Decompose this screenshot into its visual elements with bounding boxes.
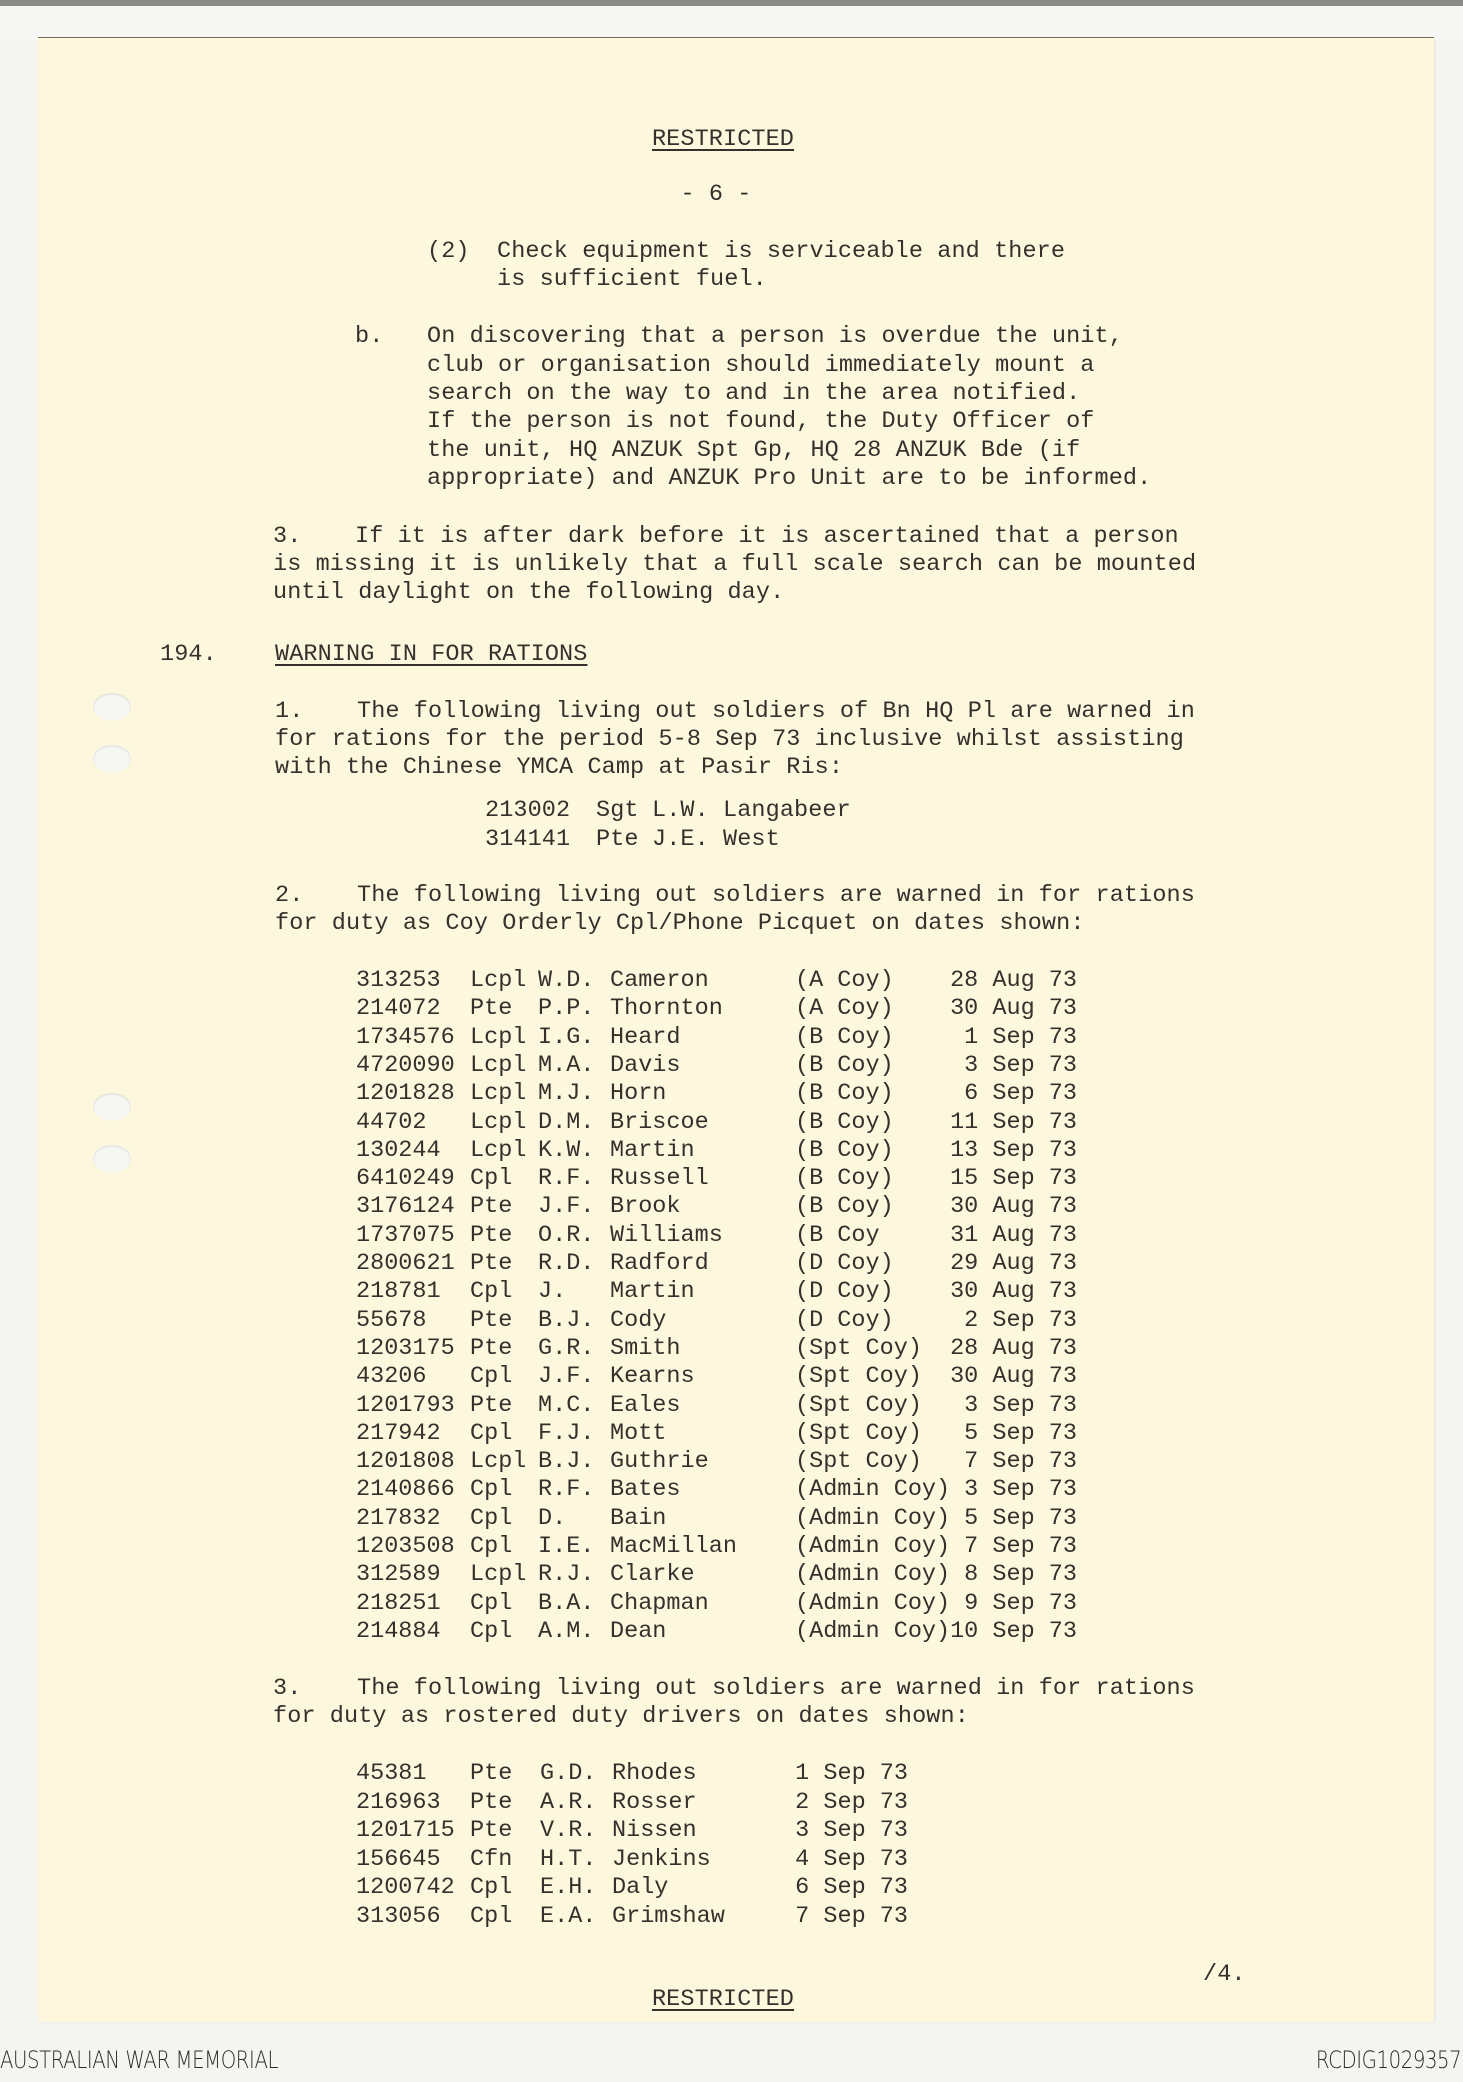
cell-number: 44702: [356, 1108, 427, 1136]
para-3-line: If it is after dark before it is ascertained that a person: [355, 523, 1179, 550]
cell-date: 28 Aug 73: [950, 967, 1077, 994]
para-3-line: until daylight on the following day.: [273, 579, 785, 606]
cell-coy: (B Coy): [795, 1108, 894, 1136]
cell-date: 3 Sep 73: [964, 1391, 1077, 1419]
classification-header: RESTRICTED: [651, 126, 795, 153]
para-b-line: On discovering that a person is overdue the unit,: [427, 323, 1123, 350]
soldier-number: 314141: [485, 826, 571, 853]
subpara-line: is sufficient fuel.: [497, 266, 767, 293]
cell-coy: (A Coy): [795, 995, 894, 1023]
cell-number: 1203508: [356, 1533, 455, 1560]
cell-date: 1 Sep 73: [964, 1023, 1077, 1051]
cell-initials: W.D.: [538, 967, 595, 994]
cell-date: 3 Sep 73: [795, 1817, 908, 1844]
cell-coy: (Spt Coy): [795, 1334, 922, 1362]
cell-surname: Nissen: [612, 1817, 697, 1844]
cell-date: 9 Sep 73: [964, 1589, 1077, 1617]
cell-rank: Lcpl: [470, 1448, 527, 1476]
soldier-rank: Sgt: [596, 797, 639, 824]
para-b-line: appropriate) and ANZUK Pro Unit are to be informed.: [427, 465, 1152, 492]
cell-surname: Martin: [610, 1136, 695, 1164]
cell-rank: Lcpl: [470, 1023, 527, 1051]
item-3-line: The following living out soldiers are warned in for rations: [357, 1675, 1195, 1702]
item-2-label: 2.: [275, 882, 304, 909]
cell-rank: Cpl: [470, 1533, 513, 1560]
cell-surname: Grimshaw: [612, 1902, 725, 1930]
cell-date: 7 Sep 73: [795, 1902, 908, 1930]
cell-rank: Pte: [470, 1788, 513, 1816]
cell-surname: Dean: [610, 1617, 667, 1645]
cell-number: 1200742: [356, 1874, 455, 1901]
section-title: WARNING IN FOR RATIONS: [275, 641, 588, 668]
cell-number: 2140866: [356, 1476, 455, 1504]
cell-rank: Pte: [470, 1221, 513, 1249]
table-row: [0, 1278, 1463, 1306]
table-row: [0, 1335, 1463, 1363]
cell-surname: Heard: [610, 1023, 681, 1051]
cell-rank: Lcpl: [470, 967, 527, 994]
cell-number: 43206: [356, 1363, 427, 1391]
cell-rank: Cpl: [470, 1476, 513, 1504]
subpara-line: Check equipment is serviceable and there: [497, 238, 1066, 265]
cell-number: 217832: [356, 1504, 441, 1532]
soldier-name: L.W. Langabeer: [652, 797, 851, 824]
cell-number: 218251: [356, 1589, 441, 1617]
cell-coy: (B Coy): [795, 1080, 894, 1108]
table-row: [0, 1505, 1463, 1533]
table-row: [0, 967, 1463, 995]
cell-number: 216963: [356, 1788, 441, 1816]
cell-rank: Lcpl: [470, 1136, 527, 1164]
cell-number: 214072: [356, 995, 441, 1023]
cell-surname: MacMillan: [610, 1533, 737, 1560]
cell-date: 1 Sep 73: [795, 1760, 908, 1787]
table-row: [0, 1533, 1463, 1561]
cell-coy: (B Coy): [795, 1136, 894, 1164]
cell-number: 1201793: [356, 1391, 455, 1419]
table-row: [0, 1363, 1463, 1391]
table-row: [0, 1222, 1463, 1250]
cell-date: 31 Aug 73: [950, 1221, 1077, 1249]
cell-initials: B.J.: [538, 1448, 595, 1476]
cell-coy: (Admin Coy): [795, 1476, 951, 1504]
cell-rank: Pte: [470, 1334, 513, 1362]
cell-surname: Daly: [612, 1874, 669, 1901]
cell-surname: Briscoe: [610, 1108, 709, 1136]
punch-hole: [93, 745, 131, 773]
table-row: [0, 1476, 1463, 1504]
table-row: [0, 1789, 1463, 1817]
cell-number: 130244: [356, 1136, 441, 1164]
cell-date: 11 Sep 73: [950, 1108, 1077, 1136]
item-2-line: for duty as Coy Orderly Cpl/Phone Picquet on dates shown:: [275, 910, 1085, 937]
table-row: [0, 1392, 1463, 1420]
cell-rank: Pte: [470, 1193, 513, 1221]
cell-surname: Russell: [610, 1165, 709, 1193]
cell-date: 30 Aug 73: [950, 1363, 1077, 1391]
table-row: [0, 1760, 1463, 1788]
cell-initials: K.W.: [538, 1136, 595, 1164]
para-3-label: 3.: [273, 523, 302, 550]
para-b-label: b.: [355, 323, 384, 350]
cell-rank: Pte: [470, 1250, 513, 1277]
cell-rank: Pte: [470, 1391, 513, 1419]
cell-date: 3 Sep 73: [964, 1051, 1077, 1079]
cell-initials: P.P.: [538, 995, 595, 1023]
cell-number: 313253: [356, 967, 441, 994]
item-2-line: The following living out soldiers are warned in for rations: [357, 882, 1195, 909]
table-row: [0, 1024, 1463, 1052]
cell-number: 1201715: [356, 1817, 455, 1844]
cell-date: 28 Aug 73: [950, 1334, 1077, 1362]
cell-surname: Guthrie: [610, 1448, 709, 1476]
scanner-bed: [0, 6, 1463, 40]
cell-number: 1734576: [356, 1023, 455, 1051]
cell-coy: (Spt Coy): [795, 1391, 922, 1419]
cell-surname: Cameron: [610, 967, 709, 994]
cell-number: 4720090: [356, 1051, 455, 1079]
cell-rank: Lcpl: [470, 1051, 527, 1079]
cell-surname: Williams: [610, 1221, 723, 1249]
item-1-line: with the Chinese YMCA Camp at Pasir Ris:: [275, 754, 844, 781]
cell-coy: (D Coy): [795, 1278, 894, 1306]
cell-surname: Eales: [610, 1391, 681, 1419]
cell-number: 1201828: [356, 1080, 455, 1108]
cell-number: 1201808: [356, 1448, 455, 1476]
para-b-line: the unit, HQ ANZUK Spt Gp, HQ 28 ANZUK Bde (if: [427, 437, 1081, 464]
cell-rank: Pte: [470, 995, 513, 1023]
cell-initials: M.A.: [538, 1051, 595, 1079]
cell-coy: (B Coy): [795, 1051, 894, 1079]
cell-coy: (B Coy): [795, 1165, 894, 1193]
cell-date: 10 Sep 73: [950, 1617, 1077, 1645]
cell-rank: Cpl: [470, 1363, 513, 1391]
cell-rank: Cpl: [470, 1874, 513, 1901]
cell-date: 7 Sep 73: [964, 1448, 1077, 1476]
table-row: [0, 1420, 1463, 1448]
cell-initials: M.C.: [538, 1391, 595, 1419]
cell-initials: O.R.: [538, 1221, 595, 1249]
item-3-line: for duty as rostered duty drivers on dates shown:: [273, 1703, 969, 1730]
table-row: [0, 1561, 1463, 1589]
cell-initials: B.A.: [538, 1589, 595, 1617]
cell-surname: Cody: [610, 1306, 667, 1334]
table-row: [0, 1080, 1463, 1108]
punch-hole: [93, 693, 131, 721]
cell-date: 30 Aug 73: [950, 1193, 1077, 1221]
cell-surname: Brook: [610, 1193, 681, 1221]
cell-date: 6 Sep 73: [964, 1080, 1077, 1108]
cell-rank: Cpl: [470, 1589, 513, 1617]
cell-number: 312589: [356, 1561, 441, 1589]
cell-initials: J.F.: [538, 1363, 595, 1391]
cell-rank: Pte: [470, 1760, 513, 1787]
cell-number: 218781: [356, 1278, 441, 1306]
cell-initials: R.F.: [538, 1165, 595, 1193]
cell-surname: Smith: [610, 1334, 681, 1362]
cell-coy: (B Coy: [795, 1221, 880, 1249]
cell-rank: Cpl: [470, 1165, 513, 1193]
cell-rank: Pte: [470, 1817, 513, 1844]
archive-id: RCDIG1029357: [1315, 2046, 1461, 2074]
cell-coy: (D Coy): [795, 1250, 894, 1277]
cell-coy: (A Coy): [795, 967, 894, 994]
cell-number: 313056: [356, 1902, 441, 1930]
cell-date: 13 Sep 73: [950, 1136, 1077, 1164]
cell-surname: Mott: [610, 1419, 667, 1447]
cell-coy: (B Coy): [795, 1023, 894, 1051]
cell-initials: D.M.: [538, 1108, 595, 1136]
cell-initials: R.J.: [538, 1561, 595, 1589]
para-b-line: club or organisation should immediately mount a: [427, 352, 1095, 379]
table-row: [0, 1448, 1463, 1476]
cell-initials: G.D.: [540, 1760, 597, 1787]
cell-number: 6410249: [356, 1165, 455, 1193]
cell-number: 1737075: [356, 1221, 455, 1249]
cell-coy: (Admin Coy): [795, 1504, 951, 1532]
table-row: [0, 1874, 1463, 1902]
cell-coy: (Spt Coy): [795, 1363, 922, 1391]
cell-surname: Horn: [610, 1080, 667, 1108]
cell-initials: H.T.: [540, 1845, 597, 1873]
continuation-marker: /4.: [1203, 1961, 1246, 1988]
table-row: [0, 1165, 1463, 1193]
soldier-number: 213002: [485, 797, 571, 824]
table-row: [0, 1052, 1463, 1080]
table-row: [0, 1109, 1463, 1137]
subpara-label: (2): [427, 238, 470, 265]
cell-initials: G.R.: [538, 1334, 595, 1362]
cell-date: 8 Sep 73: [964, 1561, 1077, 1589]
cell-number: 214884: [356, 1617, 441, 1645]
cell-surname: Bates: [610, 1476, 681, 1504]
section-number: 194.: [160, 641, 217, 668]
soldier-name: J.E. West: [652, 826, 780, 853]
soldier-rank: Pte: [596, 826, 639, 853]
cell-surname: Jenkins: [612, 1845, 711, 1873]
cell-coy: (B Coy): [795, 1193, 894, 1221]
cell-initials: I.G.: [538, 1023, 595, 1051]
table-row: [0, 1137, 1463, 1165]
cell-coy: (Admin Coy): [795, 1533, 951, 1560]
item-1-label: 1.: [275, 698, 304, 725]
cell-coy: (Spt Coy): [795, 1419, 922, 1447]
cell-initials: A.R.: [540, 1788, 597, 1816]
cell-number: 55678: [356, 1306, 427, 1334]
table-row: [0, 1817, 1463, 1845]
cell-initials: M.J.: [538, 1080, 595, 1108]
cell-rank: Lcpl: [470, 1080, 527, 1108]
cell-coy: (Spt Coy): [795, 1448, 922, 1476]
cell-surname: Thornton: [610, 995, 723, 1023]
table-row: [0, 1193, 1463, 1221]
cell-date: 2 Sep 73: [964, 1306, 1077, 1334]
cell-initials: R.D.: [538, 1250, 595, 1277]
table-row: [0, 1618, 1463, 1646]
cell-coy: (D Coy): [795, 1306, 894, 1334]
cell-surname: Radford: [610, 1250, 709, 1277]
cell-initials: B.J.: [538, 1306, 595, 1334]
cell-surname: Rosser: [612, 1788, 697, 1816]
cell-date: 5 Sep 73: [964, 1419, 1077, 1447]
cell-number: 45381: [356, 1760, 427, 1787]
cell-initials: V.R.: [540, 1817, 597, 1844]
cell-rank: Cfn: [470, 1845, 513, 1873]
cell-coy: (Admin Coy): [795, 1617, 951, 1645]
item-1-line: for rations for the period 5-8 Sep 73 inclusive whilst assisting: [275, 726, 1184, 753]
cell-initials: J.: [538, 1278, 567, 1306]
cell-initials: I.E.: [538, 1533, 595, 1560]
para-3-line: is missing it is unlikely that a full scale search can be mounted: [273, 551, 1197, 578]
cell-rank: Pte: [470, 1306, 513, 1334]
cell-date: 15 Sep 73: [950, 1165, 1077, 1193]
cell-number: 217942: [356, 1419, 441, 1447]
para-b-line: If the person is not found, the Duty Officer of: [427, 408, 1095, 435]
cell-date: 2 Sep 73: [795, 1788, 908, 1816]
cell-number: 2800621: [356, 1250, 455, 1277]
cell-surname: Kearns: [610, 1363, 695, 1391]
cell-coy: (Admin Coy): [795, 1561, 951, 1589]
table-row: [0, 1846, 1463, 1874]
table-row: [0, 1903, 1463, 1931]
cell-date: 30 Aug 73: [950, 995, 1077, 1023]
table-row: [0, 1590, 1463, 1618]
cell-initials: R.F.: [538, 1476, 595, 1504]
cell-surname: Clarke: [610, 1561, 695, 1589]
cell-initials: D.: [538, 1504, 567, 1532]
item-3-label: 3.: [273, 1675, 302, 1702]
cell-number: 156645: [356, 1845, 441, 1873]
cell-rank: Cpl: [470, 1504, 513, 1532]
cell-surname: Martin: [610, 1278, 695, 1306]
cell-initials: E.A.: [540, 1902, 597, 1930]
para-b-line: search on the way to and in the area notified.: [427, 380, 1081, 407]
cell-initials: J.F.: [538, 1193, 595, 1221]
classification-footer: RESTRICTED: [651, 1986, 795, 2013]
cell-rank: Lcpl: [470, 1561, 527, 1589]
cell-surname: Rhodes: [612, 1760, 697, 1787]
item-1-line: The following living out soldiers of Bn HQ Pl are warned in: [357, 698, 1195, 725]
cell-rank: Cpl: [470, 1278, 513, 1306]
table-row: [0, 995, 1463, 1023]
cell-surname: Davis: [610, 1051, 681, 1079]
cell-date: 3 Sep 73: [964, 1476, 1077, 1504]
table-row: [0, 1250, 1463, 1278]
cell-date: 5 Sep 73: [964, 1504, 1077, 1532]
cell-initials: E.H.: [540, 1874, 597, 1901]
cell-date: 30 Aug 73: [950, 1278, 1077, 1306]
cell-coy: (Admin Coy): [795, 1589, 951, 1617]
archive-name: AUSTRALIAN WAR MEMORIAL: [0, 2046, 279, 2074]
cell-rank: Cpl: [470, 1902, 513, 1930]
cell-date: 7 Sep 73: [964, 1533, 1077, 1560]
cell-date: 6 Sep 73: [795, 1874, 908, 1901]
table-row: [0, 1307, 1463, 1335]
cell-number: 3176124: [356, 1193, 455, 1221]
cell-date: 29 Aug 73: [950, 1250, 1077, 1277]
cell-date: 4 Sep 73: [795, 1845, 908, 1873]
cell-rank: Lcpl: [470, 1108, 527, 1136]
cell-rank: Cpl: [470, 1617, 513, 1645]
cell-initials: F.J.: [538, 1419, 595, 1447]
cell-surname: Chapman: [610, 1589, 709, 1617]
page-number: - 6 -: [680, 181, 752, 208]
cell-number: 1203175: [356, 1334, 455, 1362]
cell-initials: A.M.: [538, 1617, 595, 1645]
cell-surname: Bain: [610, 1504, 667, 1532]
cell-rank: Cpl: [470, 1419, 513, 1447]
